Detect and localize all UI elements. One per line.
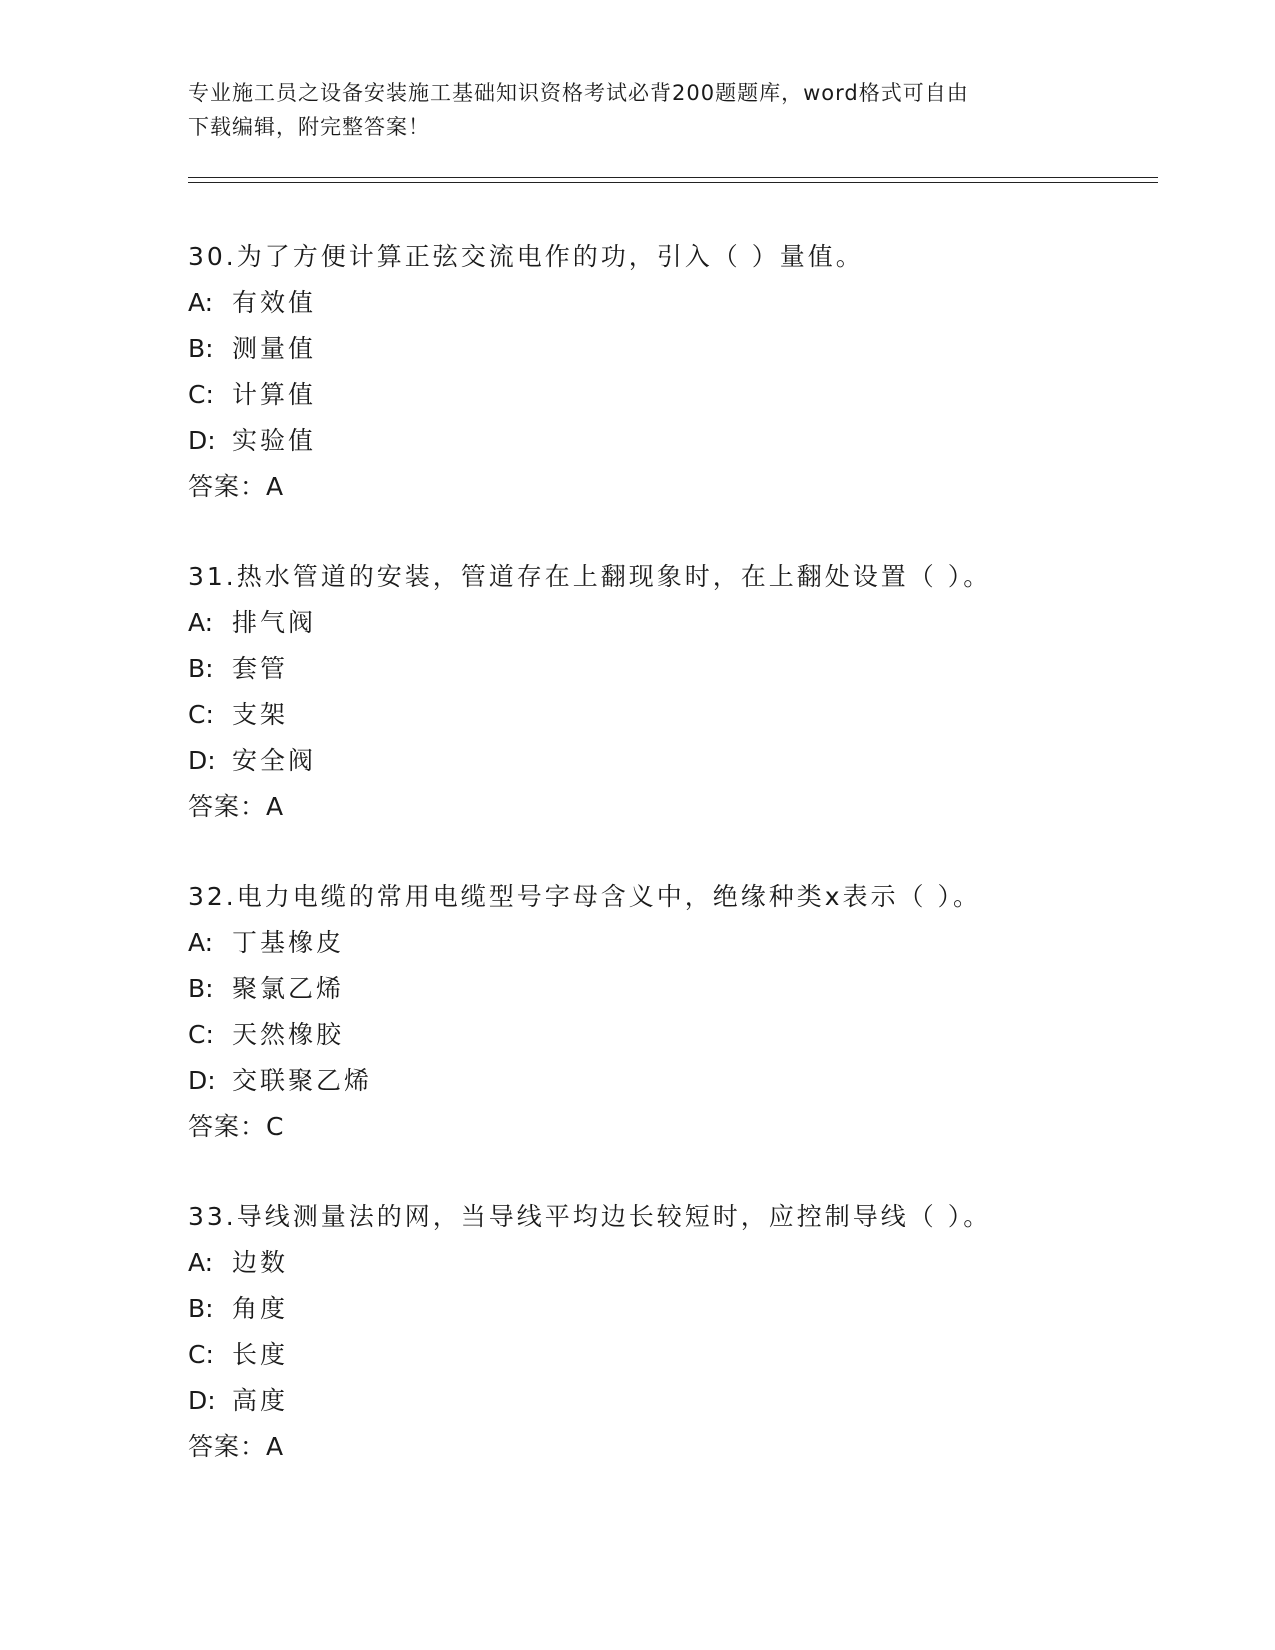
header-divider-top xyxy=(188,177,1158,178)
option-b xyxy=(188,326,1188,372)
option-text: 测量值 xyxy=(232,334,317,363)
option-text: 有效值 xyxy=(232,288,317,317)
option-text: 安全阀 xyxy=(232,746,317,775)
option-text: 套管 xyxy=(232,654,289,683)
option-letter: C: xyxy=(188,380,214,409)
question-block xyxy=(188,1194,1188,1470)
document-header xyxy=(188,76,1068,144)
option-text: 边数 xyxy=(232,1248,289,1277)
option-b xyxy=(188,1286,1188,1332)
option-d xyxy=(188,418,1188,464)
option-a xyxy=(188,1240,1188,1286)
option-a xyxy=(188,600,1188,646)
option-letter: B: xyxy=(188,1294,214,1323)
question-block xyxy=(188,554,1188,830)
option-text: 天然橡胶 xyxy=(232,1020,345,1049)
option-letter: C: xyxy=(188,1340,214,1369)
option-d xyxy=(188,1058,1188,1104)
option-letter: A: xyxy=(188,928,214,957)
question-block xyxy=(188,874,1188,1150)
option-c xyxy=(188,692,1188,738)
question-text: 32.电力电缆的常用电缆型号字母含义中，绝缘种类x表示（ ）。 xyxy=(188,882,982,911)
answer-line: 答案：A xyxy=(188,792,285,821)
answer-line: 答案：A xyxy=(188,1432,285,1461)
option-letter: D: xyxy=(188,426,216,455)
option-letter: A: xyxy=(188,288,214,317)
answer-line: 答案：A xyxy=(188,472,285,501)
option-d xyxy=(188,738,1188,784)
option-text: 聚氯乙烯 xyxy=(232,974,345,1003)
option-text: 实验值 xyxy=(232,426,317,455)
option-text: 计算值 xyxy=(232,380,317,409)
question-text: 30.为了方便计算正弦交流电作的功，引入（ ）量值。 xyxy=(188,242,864,271)
option-letter: D: xyxy=(188,746,216,775)
option-text: 交联聚乙烯 xyxy=(232,1066,373,1095)
option-b xyxy=(188,646,1188,692)
option-text: 高度 xyxy=(232,1386,289,1415)
option-text: 角度 xyxy=(232,1294,289,1323)
header-line-2: 下载编辑，附完整答案！ xyxy=(188,115,430,139)
option-letter: D: xyxy=(188,1386,216,1415)
option-a xyxy=(188,920,1188,966)
option-text: 排气阀 xyxy=(232,608,317,637)
option-c xyxy=(188,1332,1188,1378)
option-b xyxy=(188,966,1188,1012)
answer-line: 答案：C xyxy=(188,1112,285,1141)
option-text: 支架 xyxy=(232,700,289,729)
question-text: 33.导线测量法的网，当导线平均边长较短时，应控制导线（ ）。 xyxy=(188,1202,992,1231)
option-letter: C: xyxy=(188,700,214,729)
header-divider-bottom xyxy=(188,182,1158,183)
question-block xyxy=(188,234,1188,510)
option-letter: A: xyxy=(188,608,214,637)
option-a xyxy=(188,280,1188,326)
question-text: 31.热水管道的安装，管道存在上翻现象时，在上翻处设置（ ）。 xyxy=(188,562,992,591)
option-d xyxy=(188,1378,1188,1424)
option-text: 长度 xyxy=(232,1340,289,1369)
option-letter: B: xyxy=(188,974,214,1003)
option-letter: A: xyxy=(188,1248,214,1277)
option-c xyxy=(188,1012,1188,1058)
option-text: 丁基橡皮 xyxy=(232,928,345,957)
option-letter: C: xyxy=(188,1020,214,1049)
option-letter: D: xyxy=(188,1066,216,1095)
option-c xyxy=(188,372,1188,418)
option-letter: B: xyxy=(188,334,214,363)
header-line-1: 专业施工员之设备安装施工基础知识资格考试必背200题题库，word格式可自由 xyxy=(188,81,969,105)
option-letter: B: xyxy=(188,654,214,683)
